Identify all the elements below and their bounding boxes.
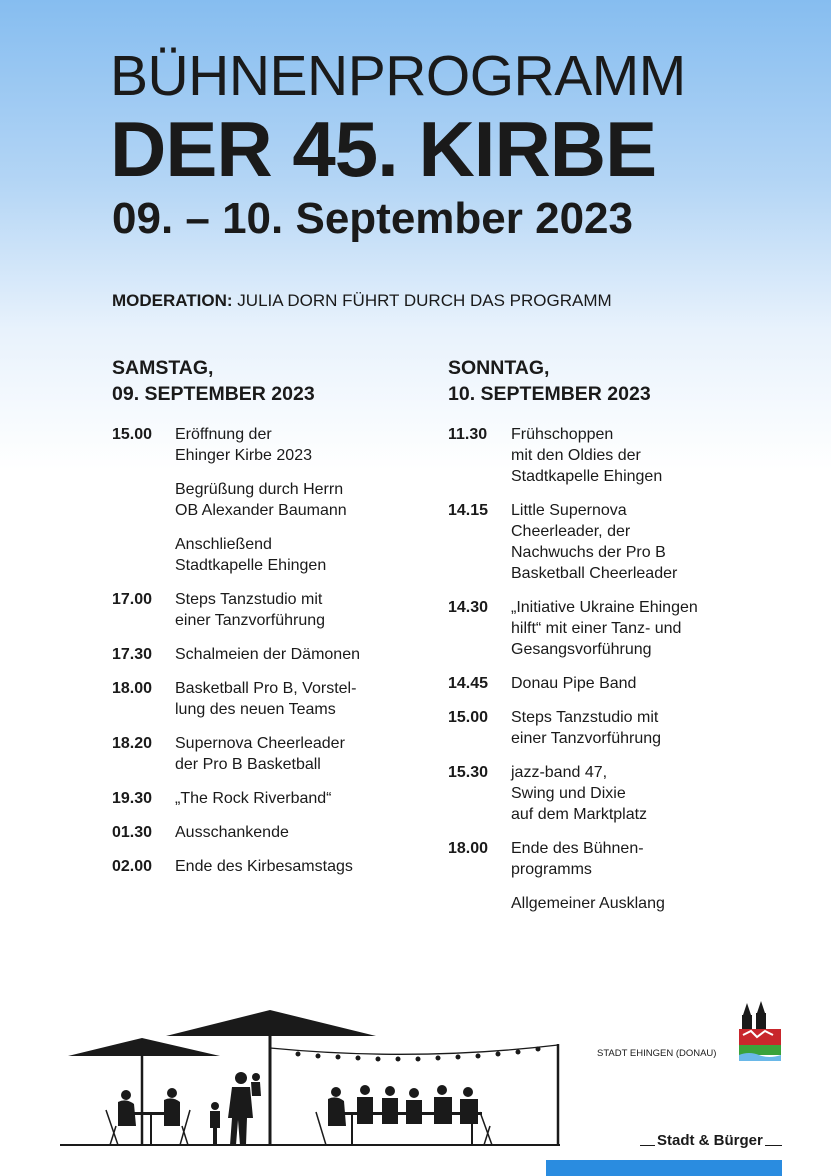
entry-time: 02.00 xyxy=(112,858,153,875)
entry-line: auf dem Marktplatz xyxy=(511,806,648,823)
title-line-1: BÜHNENPROGRAMM xyxy=(110,44,686,108)
entry-line: einer Tanzvorführung xyxy=(175,612,326,629)
entry-description xyxy=(511,893,778,914)
schedule-entry xyxy=(112,534,442,576)
entry-line: OB Alexander Baumann xyxy=(175,502,347,519)
entry-line: Anschließend xyxy=(175,536,272,553)
moderation-label: MODERATION: xyxy=(112,291,233,310)
entry-line: Donau Pipe Band xyxy=(511,675,637,692)
entry-line: Little Supernova xyxy=(511,502,627,519)
sunday-date: 10. SEPTEMBER 2023 xyxy=(448,383,651,405)
entry-description xyxy=(175,733,442,775)
schedule-entry xyxy=(112,678,442,720)
entry-line: mit den Oldies der xyxy=(511,447,641,464)
schedule-entry xyxy=(112,424,442,466)
entry-description xyxy=(511,838,778,880)
entry-line: Begrüßung durch Herrn xyxy=(175,481,344,498)
entry-description xyxy=(175,589,442,631)
schedule-entry xyxy=(448,673,778,694)
saturday-day: SAMSTAG, xyxy=(112,357,214,379)
entry-line: Steps Tanzstudio mit xyxy=(175,591,323,608)
schedule-entry xyxy=(112,788,442,809)
city-name: STADT EHINGEN (DONAU) xyxy=(597,1048,717,1059)
schedule-entry xyxy=(112,856,442,877)
schedule-entry xyxy=(448,893,778,914)
schedule-entry xyxy=(112,589,442,631)
beer-garden-silhouette-icon xyxy=(60,1000,560,1150)
saturday-date: 09. SEPTEMBER 2023 xyxy=(112,383,315,405)
schedule-entry xyxy=(448,597,778,660)
entry-description xyxy=(511,707,778,749)
entry-description xyxy=(175,856,442,877)
entry-time xyxy=(112,534,175,576)
schedule-entry xyxy=(448,500,778,584)
schedule-entry xyxy=(112,733,442,775)
entry-line: programms xyxy=(511,861,592,878)
entry-line: Ausschankende xyxy=(175,824,289,841)
schedule-entry xyxy=(112,479,442,521)
entry-line: Gesangsvorführung xyxy=(511,641,652,658)
entry-line: „The Rock Riverband“ xyxy=(175,790,332,807)
entry-line: Allgemeiner Ausklang xyxy=(511,895,665,912)
entry-description xyxy=(175,678,442,720)
moderation-text: JULIA DORN FÜHRT DURCH DAS PROGRAMM xyxy=(237,291,612,310)
entry-time: 15.00 xyxy=(448,709,489,726)
entry-description xyxy=(175,424,442,466)
schedule-entry xyxy=(112,644,442,665)
sunday-column xyxy=(448,355,778,927)
entry-line: einer Tanzvorführung xyxy=(511,730,662,747)
entry-description xyxy=(511,597,778,660)
entry-description xyxy=(175,479,442,521)
entry-line: der Pro B Basketball xyxy=(175,756,321,773)
entry-time xyxy=(448,893,511,914)
entry-time: 14.15 xyxy=(448,502,489,519)
sunday-schedule xyxy=(448,424,778,914)
entry-line: lung des neuen Teams xyxy=(175,701,336,718)
entry-time xyxy=(112,479,175,521)
entry-line: „Initiative Ukraine Ehingen xyxy=(511,599,698,616)
entry-time: 01.30 xyxy=(112,824,153,841)
entry-time: 17.00 xyxy=(112,591,153,608)
entry-description xyxy=(175,644,442,665)
event-dates: 09. – 10. September 2023 xyxy=(112,194,633,243)
entry-line: Supernova Cheerleader xyxy=(175,735,345,752)
entry-time: 15.30 xyxy=(448,764,489,781)
entry-description xyxy=(175,788,442,809)
moderation-line xyxy=(112,291,612,311)
entry-line: Ende des Bühnen- xyxy=(511,840,644,857)
entry-description xyxy=(175,822,442,843)
entry-time: 17.30 xyxy=(112,646,153,663)
entry-line: Cheerleader, der xyxy=(511,523,631,540)
entry-time: 15.00 xyxy=(112,426,153,443)
entry-time: 14.30 xyxy=(448,599,489,616)
entry-description xyxy=(511,762,778,825)
entry-description xyxy=(511,673,778,694)
entry-description xyxy=(511,424,778,487)
schedule-entry xyxy=(448,424,778,487)
entry-description xyxy=(175,534,442,576)
entry-time: 18.00 xyxy=(448,840,489,857)
entry-line: hilft“ mit einer Tanz- und xyxy=(511,620,682,637)
entry-line: jazz-band 47, xyxy=(511,764,608,781)
entry-line: Swing und Dixie xyxy=(511,785,626,802)
schedule-entry xyxy=(448,762,778,825)
entry-line: Eröffnung der xyxy=(175,426,272,443)
schedule-entry xyxy=(448,707,778,749)
slogan: Stadt & Bürger xyxy=(657,1132,763,1149)
ehingen-crest-icon xyxy=(737,1001,783,1065)
entry-line: Schalmeien der Dämonen xyxy=(175,646,360,663)
entry-time: 18.20 xyxy=(112,735,153,752)
schedule-entry xyxy=(448,838,778,880)
entry-line: Steps Tanzstudio mit xyxy=(511,709,659,726)
sunday-heading xyxy=(448,355,778,407)
entry-line: Ende des Kirbesamstags xyxy=(175,858,353,875)
entry-line: Stadtkapelle Ehingen xyxy=(511,468,663,485)
entry-line: Basketball Pro B, Vorstel- xyxy=(175,680,357,697)
entry-line: Basketball Cheerleader xyxy=(511,565,678,582)
schedule-entry xyxy=(112,822,442,843)
entry-line: Stadtkapelle Ehingen xyxy=(175,557,327,574)
blue-bar xyxy=(546,1160,782,1176)
entry-line: Ehinger Kirbe 2023 xyxy=(175,447,312,464)
sunday-day: SONNTAG, xyxy=(448,357,550,379)
title-line-2: DER 45. KIRBE xyxy=(110,105,657,193)
entry-time: 11.30 xyxy=(448,426,488,443)
entry-time: 19.30 xyxy=(112,790,153,807)
saturday-schedule xyxy=(112,424,442,877)
entry-time: 18.00 xyxy=(112,680,153,697)
entry-description xyxy=(511,500,778,584)
entry-line: Frühschoppen xyxy=(511,426,614,443)
entry-line: Nachwuchs der Pro B xyxy=(511,544,666,561)
entry-time: 14.45 xyxy=(448,675,489,692)
saturday-column xyxy=(112,355,442,890)
saturday-heading xyxy=(112,355,442,407)
